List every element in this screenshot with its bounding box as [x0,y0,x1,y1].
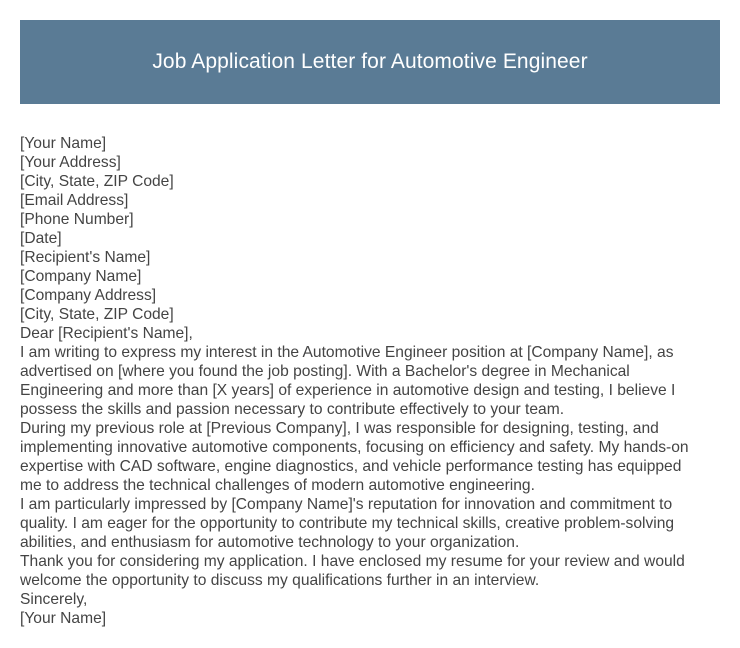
paragraph-line: Thank you for considering my application. I have enclosed my resume for your review and would [20,553,685,570]
salutation: Dear [Recipient's Name], [20,325,193,342]
paragraph-line: implementing innovative automotive components, focusing on efficiency and safety. My hands-on [20,439,689,456]
signature: [Your Name] [20,610,107,627]
paragraph-line: expertise with CAD software, engine diagnostics, and vehicle performance testing has equipped [20,458,682,475]
recipient-company-address: [Company Address] [20,287,157,304]
sender-email: [Email Address] [20,192,129,209]
closing: Sincerely, [20,591,88,608]
paragraph-line: welcome the opportunity to discuss my qualifications further in an interview. [20,572,540,589]
recipient-company: [Company Name] [20,268,142,285]
recipient-name: [Recipient's Name] [20,249,151,266]
paragraph-line: me to address the technical challenges of modern automotive engineering. [20,477,535,494]
paragraph-experience [20,419,720,495]
sender-phone: [Phone Number] [20,211,134,228]
paragraph-line: advertised on [where you found the job posting]. With a Bachelor's degree in Mechanical [20,363,630,380]
paragraph-company [20,495,720,552]
sender-address: [Your Address] [20,154,121,171]
recipient-city-state-zip: [City, State, ZIP Code] [20,306,174,323]
letter-date: [Date] [20,230,62,247]
sender-city-state-zip: [City, State, ZIP Code] [20,173,174,190]
page-title: Job Application Letter for Automotive Engineer [152,50,588,73]
letter-body [20,134,720,628]
paragraph-thanks [20,552,720,590]
paragraph-line: possess the skills and passion necessary to contribute effectively to your team. [20,401,565,418]
letter-header-banner [20,20,720,104]
paragraph-line: quality. I am eager for the opportunity to contribute my technical skills, creative problem-solving [20,515,675,532]
paragraph-line: I am particularly impressed by [Company Name]'s reputation for innovation and commitment to [20,496,673,513]
paragraph-line: abilities, and enthusiasm for automotive technology to your organization. [20,534,520,551]
paragraph-line: During my previous role at [Previous Company], I was responsible for designing, testing, and [20,420,659,437]
paragraph-line: I am writing to express my interest in the Automotive Engineer position at [Company Name], as [20,344,674,361]
sender-name: [Your Name] [20,135,107,152]
paragraph-interest [20,343,720,419]
paragraph-line: Engineering and more than [X years] of experience in automotive design and testing, I believe I [20,382,676,399]
